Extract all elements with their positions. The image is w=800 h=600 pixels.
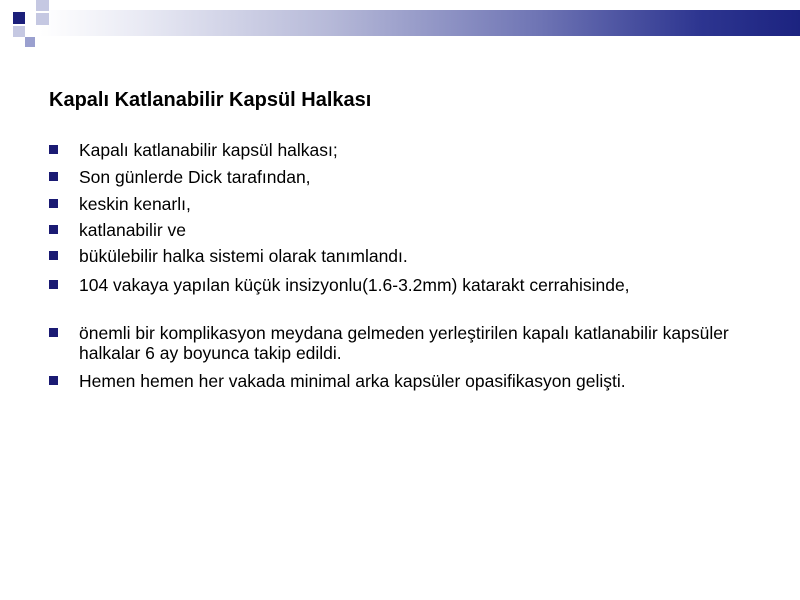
square-bullet-icon <box>49 199 58 208</box>
bullet-item <box>49 167 739 187</box>
square-bullet-icon <box>49 328 58 337</box>
bullet-text: katlanabilir ve <box>79 220 186 240</box>
bullet-text: Son günlerde Dick tarafından, <box>79 167 311 187</box>
square-bullet-icon <box>49 145 58 154</box>
bullet-item <box>49 246 739 266</box>
square-bullet-icon <box>49 251 58 260</box>
bullet-text: 104 vakaya yapılan küçük insizyonlu(1.6-3.2mm) katarakt cerrahisinde, <box>79 275 630 295</box>
bullet-text: Hemen hemen her vakada minimal arka kapsüler opasifikasyon gelişti. <box>79 371 626 391</box>
bullet-item <box>49 323 739 363</box>
bullet-text: Kapalı katlanabilir kapsül halkası; <box>79 140 338 160</box>
bullet-item <box>49 194 739 214</box>
bullet-text: bükülebilir halka sistemi olarak tanımlandı. <box>79 246 408 266</box>
slide-title: Kapalı Katlanabilir Kapsül Halkası <box>49 89 372 111</box>
square-bullet-icon <box>49 172 58 181</box>
bullet-text: keskin kenarlı, <box>79 194 191 214</box>
square-bullet-icon <box>49 280 58 289</box>
bullet-item <box>49 275 739 295</box>
bullet-item <box>49 140 739 160</box>
square-bullet-icon <box>49 225 58 234</box>
bullet-item <box>49 220 739 240</box>
square-bullet-icon <box>49 376 58 385</box>
bullet-text: önemli bir komplikasyon meydana gelmeden yerleştirilen kapalı katlanabilir kapsüler halkalar 6 ay boyunca takip edildi. <box>79 323 729 363</box>
bullet-item <box>49 371 739 391</box>
